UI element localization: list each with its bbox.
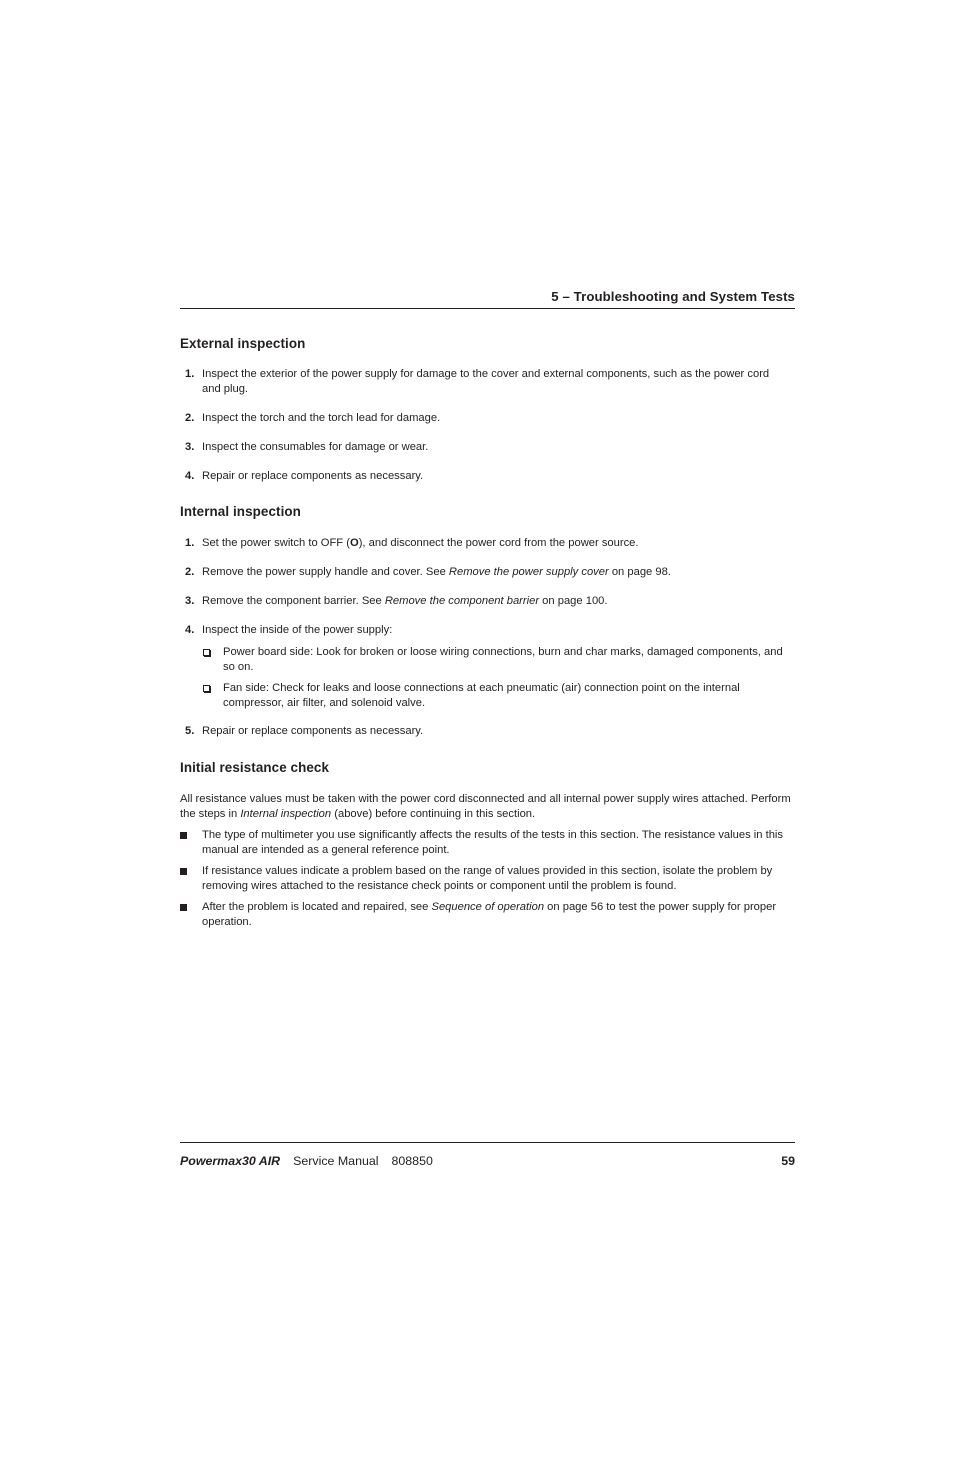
manual-type: Service Manual xyxy=(293,1154,379,1168)
step-text: Set the power switch to OFF (O), and disconnect the power cord from the power source. xyxy=(202,537,639,549)
bullet-text: The type of multimeter you use significantly affects the results of the tests in this section. The resistance values in this manual are intended as a general reference point. xyxy=(202,829,783,856)
product-name: Powermax30 AIR xyxy=(180,1154,281,1168)
checkbox-bullet-icon xyxy=(203,649,210,656)
sub-item-text: Fan side: Check for leaks and loose connections at each pneumatic (air) connection point on the internal compressor, air filter, and solenoid valve. xyxy=(223,682,740,709)
cross-reference-link[interactable]: Sequence of operation xyxy=(431,901,545,913)
step-number: 2. xyxy=(185,566,195,578)
step-text: Inspect the exterior of the power supply for damage to the cover and external components, such as the power cord and plug. xyxy=(202,368,770,395)
checkbox-bullet-icon xyxy=(203,685,210,692)
step-text: Repair or replace components as necessary. xyxy=(202,470,424,482)
bullet-text: If resistance values indicate a problem based on the range of values provided in this section, isolate the problem by removing wires attached to the resistance check points or component until the problem is found. xyxy=(202,865,773,892)
step-text: Inspect the torch and the torch lead for damage. xyxy=(202,412,441,424)
step-number: 5. xyxy=(185,725,195,737)
step-number: 4. xyxy=(185,624,195,636)
page-header xyxy=(180,288,795,309)
step-number: 3. xyxy=(185,441,195,453)
internal-inspection-heading: Internal inspection xyxy=(180,504,301,519)
resistance-check-heading: Initial resistance check xyxy=(180,760,330,775)
page-number: 59 xyxy=(781,1154,795,1168)
chapter-title: 5 – Troubleshooting and System Tests xyxy=(551,289,795,304)
external-inspection-heading: External inspection xyxy=(180,336,306,351)
step-text: Remove the component barrier. See Remove the component barrier on page 100. xyxy=(202,595,608,607)
sub-item-text: Power board side: Look for broken or loose wiring connections, burn and char marks, damaged components, and so on. xyxy=(223,646,783,673)
step-text: Inspect the inside of the power supply: xyxy=(202,624,393,636)
step-number: 2. xyxy=(185,412,195,424)
step-number: 4. xyxy=(185,470,195,482)
footer-document-info xyxy=(180,1154,433,1168)
step-text: Inspect the consumables for damage or wear. xyxy=(202,441,429,453)
square-bullet-icon xyxy=(180,904,187,911)
step-number: 1. xyxy=(185,537,195,549)
cross-reference-link[interactable]: Internal inspection xyxy=(240,807,332,820)
step-number: 1. xyxy=(185,368,195,380)
cross-reference-link[interactable]: Remove the power supply cover xyxy=(448,566,609,578)
square-bullet-icon xyxy=(180,832,187,839)
step-text: Repair or replace components as necessary. xyxy=(202,725,424,737)
resistance-intro: All resistance values must be taken with the power cord disconnected and all internal power supply wires attached. Perform the steps in Internal inspection (above) before continuing in this section. xyxy=(180,793,791,820)
part-number: 808850 xyxy=(391,1154,433,1168)
bullet-text: After the problem is located and repaired, see Sequence of operation on page 56 to test the power supply for proper operation. xyxy=(202,901,777,928)
cross-reference-link[interactable]: Remove the component barrier xyxy=(384,595,540,607)
page-footer xyxy=(180,1142,795,1168)
step-text: Remove the power supply handle and cover. See Remove the power supply cover on page 98. xyxy=(202,566,671,578)
switch-off-symbol: O xyxy=(349,537,359,549)
square-bullet-icon xyxy=(180,868,187,875)
step-number: 3. xyxy=(185,595,195,607)
